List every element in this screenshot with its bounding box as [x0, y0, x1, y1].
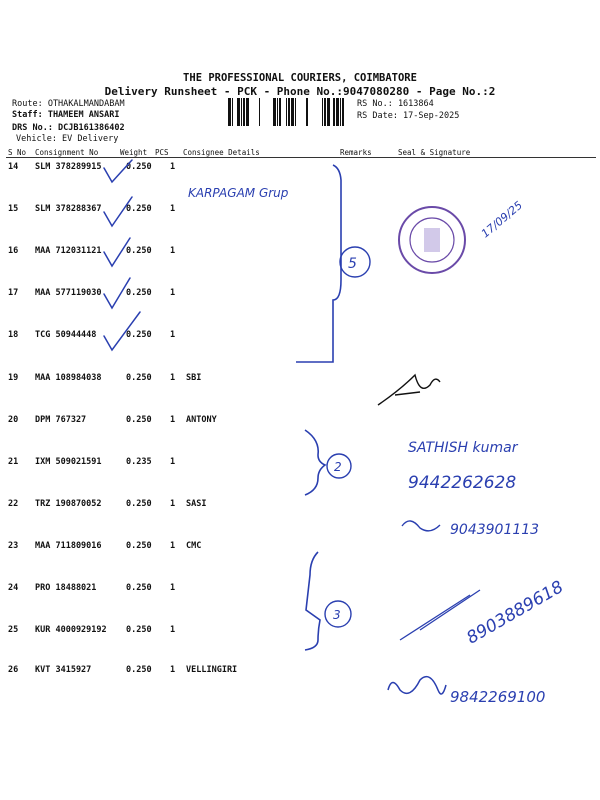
- col-pcs: PCS: [155, 148, 169, 157]
- barcode-bar: [277, 98, 278, 126]
- row-consignment: MAA 577119030: [35, 288, 102, 298]
- signature-row-26: [388, 677, 446, 694]
- col-remarks: Remarks: [340, 148, 372, 157]
- row-sno: 25: [8, 625, 19, 635]
- col-sno: S No: [8, 148, 27, 157]
- row-consignee: CMC: [186, 541, 202, 551]
- row-consignment: SLM 378288367: [35, 204, 102, 214]
- row-weight: 0.250: [126, 288, 152, 298]
- row-weight: 0.250: [126, 204, 152, 214]
- barcode-bar: [243, 98, 245, 126]
- row-weight: 0.250: [126, 415, 152, 425]
- stamp-date: 17/09/25: [478, 198, 526, 241]
- row-sno: 22: [8, 499, 19, 509]
- barcode-bar: [333, 98, 335, 126]
- row-sno: 21: [8, 457, 19, 467]
- row-weight: 0.250: [126, 583, 152, 593]
- barcode-bar: [279, 98, 281, 126]
- karpagam-note: KARPAGAM Grup: [188, 186, 289, 200]
- row-pcs: 1: [170, 330, 176, 340]
- row-weight: 0.250: [126, 499, 152, 509]
- table-row: [0, 541, 600, 555]
- table-row: [0, 457, 600, 471]
- receiver-phone-3: 8903889618: [463, 577, 568, 649]
- row-sno: 24: [8, 583, 19, 593]
- row-sno: 18: [8, 330, 19, 340]
- row-sno: 19: [8, 373, 19, 383]
- row-pcs: 1: [170, 457, 176, 467]
- table-row: [0, 583, 600, 597]
- row-consignment: TRZ 190870052: [35, 499, 102, 509]
- row-weight: 0.250: [126, 541, 152, 551]
- count-2: 2: [334, 460, 342, 474]
- row-pcs: 1: [170, 499, 176, 509]
- row-consignee: SASI: [186, 499, 207, 509]
- barcode-bar: [259, 98, 260, 126]
- barcode-bar: [295, 98, 296, 126]
- receiver-name: SATHISH kumar: [408, 440, 518, 456]
- table-row: [0, 415, 600, 429]
- barcode-bar: [327, 98, 330, 126]
- count-5: 5: [348, 256, 357, 272]
- barcode-bar: [232, 98, 233, 126]
- row-consignee: SBI: [186, 373, 202, 383]
- table-row: [0, 625, 600, 639]
- row-pcs: 1: [170, 541, 176, 551]
- table-row: [0, 246, 600, 260]
- row-sno: 15: [8, 204, 19, 214]
- barcode-bar: [241, 98, 242, 126]
- row-consignment: MAA 711809016: [35, 541, 102, 551]
- col-consignee: Consignee Details: [183, 148, 260, 157]
- table-row: [0, 373, 600, 387]
- row-weight: 0.250: [126, 625, 152, 635]
- row-pcs: 1: [170, 246, 176, 256]
- row-weight: 0.250: [126, 665, 152, 675]
- row-consignment: DPM 767327: [35, 415, 87, 425]
- row-consignment: TCG 50944448: [35, 330, 97, 340]
- initials-row-22: [402, 521, 440, 531]
- barcode-bar: [246, 98, 249, 126]
- row-weight: 0.250: [126, 246, 152, 256]
- receiver-phone-2: 9043901113: [450, 522, 540, 538]
- rs-date: RS Date: 17-Sep-2025: [357, 111, 460, 121]
- row-sno: 23: [8, 541, 19, 551]
- row-consignment: MAA 108984038: [35, 373, 102, 383]
- row-consignee: ANTONY: [186, 415, 217, 425]
- row-sno: 26: [8, 665, 19, 675]
- row-weight: 0.250: [126, 373, 152, 383]
- rs-number: RS No.: 1613864: [357, 99, 434, 109]
- row-consignment: MAA 712031121: [35, 246, 102, 256]
- barcode-bar: [273, 98, 276, 126]
- count-circle: [325, 601, 351, 627]
- row-sno: 20: [8, 415, 19, 425]
- barcode-bar: [286, 98, 287, 126]
- barcode-bar: [342, 98, 344, 126]
- row-pcs: 1: [170, 162, 176, 172]
- row-pcs: 1: [170, 288, 176, 298]
- company-title: THE PROFESSIONAL COURIERS, COIMBATORE: [183, 72, 417, 84]
- barcode-bar: [228, 98, 231, 126]
- barcode-bar: [237, 98, 240, 126]
- barcode-bar: [291, 98, 294, 126]
- receiver-phone-1: 9442262628: [408, 473, 517, 493]
- table-row: [0, 665, 600, 679]
- barcode-image: [228, 98, 354, 126]
- staff-label: Staff: THAMEEM ANSARI: [12, 110, 120, 120]
- table-row: [0, 499, 600, 513]
- barcode-bar: [324, 98, 326, 126]
- row-consignment: KUR 4000929192: [35, 625, 107, 635]
- col-consignment: Consignment No: [35, 148, 99, 157]
- row-consignment: KVT 3415927: [35, 665, 92, 675]
- row-pcs: 1: [170, 625, 176, 635]
- row-consignment: IXM 509021591: [35, 457, 102, 467]
- header-divider: [6, 157, 596, 158]
- barcode-bar: [288, 98, 290, 126]
- row-pcs: 1: [170, 665, 176, 675]
- row-consignee: VELLINGIRI: [186, 665, 238, 675]
- route-label: Route: OTHAKALMANDABAM: [12, 99, 125, 109]
- count-3: 3: [333, 608, 341, 622]
- row-sno: 14: [8, 162, 19, 172]
- row-pcs: 1: [170, 583, 176, 593]
- row-sno: 17: [8, 288, 19, 298]
- row-consignment: PRO 18488021: [35, 583, 97, 593]
- barcode-bar: [336, 98, 339, 126]
- row-pcs: 1: [170, 373, 176, 383]
- receiver-phone-4: 9842269100: [450, 688, 546, 706]
- col-weight: Weight: [120, 148, 148, 157]
- drs-label: DRS No.: DCJB161386402: [12, 123, 125, 133]
- row-pcs: 1: [170, 415, 176, 425]
- table-row: [0, 330, 600, 344]
- row-weight: 0.250: [126, 330, 152, 340]
- row-pcs: 1: [170, 204, 176, 214]
- table-row: [0, 162, 600, 176]
- row-sno: 16: [8, 246, 19, 256]
- table-row: [0, 204, 600, 218]
- runsheet-title: Delivery Runsheet - PCK - Phone No.:9047080280 - Page No.:2: [104, 85, 496, 98]
- row-weight: 0.235: [126, 457, 152, 467]
- barcode-bar: [306, 98, 308, 126]
- barcode-bar: [322, 98, 323, 126]
- barcode-bar: [340, 98, 341, 126]
- row-weight: 0.250: [126, 162, 152, 172]
- table-row: [0, 288, 600, 302]
- vehicle-label: Vehicle: EV Delivery: [16, 134, 119, 144]
- row-consignment: SLM 378289915: [35, 162, 102, 172]
- col-seal-signature: Seal & Signature: [398, 148, 471, 157]
